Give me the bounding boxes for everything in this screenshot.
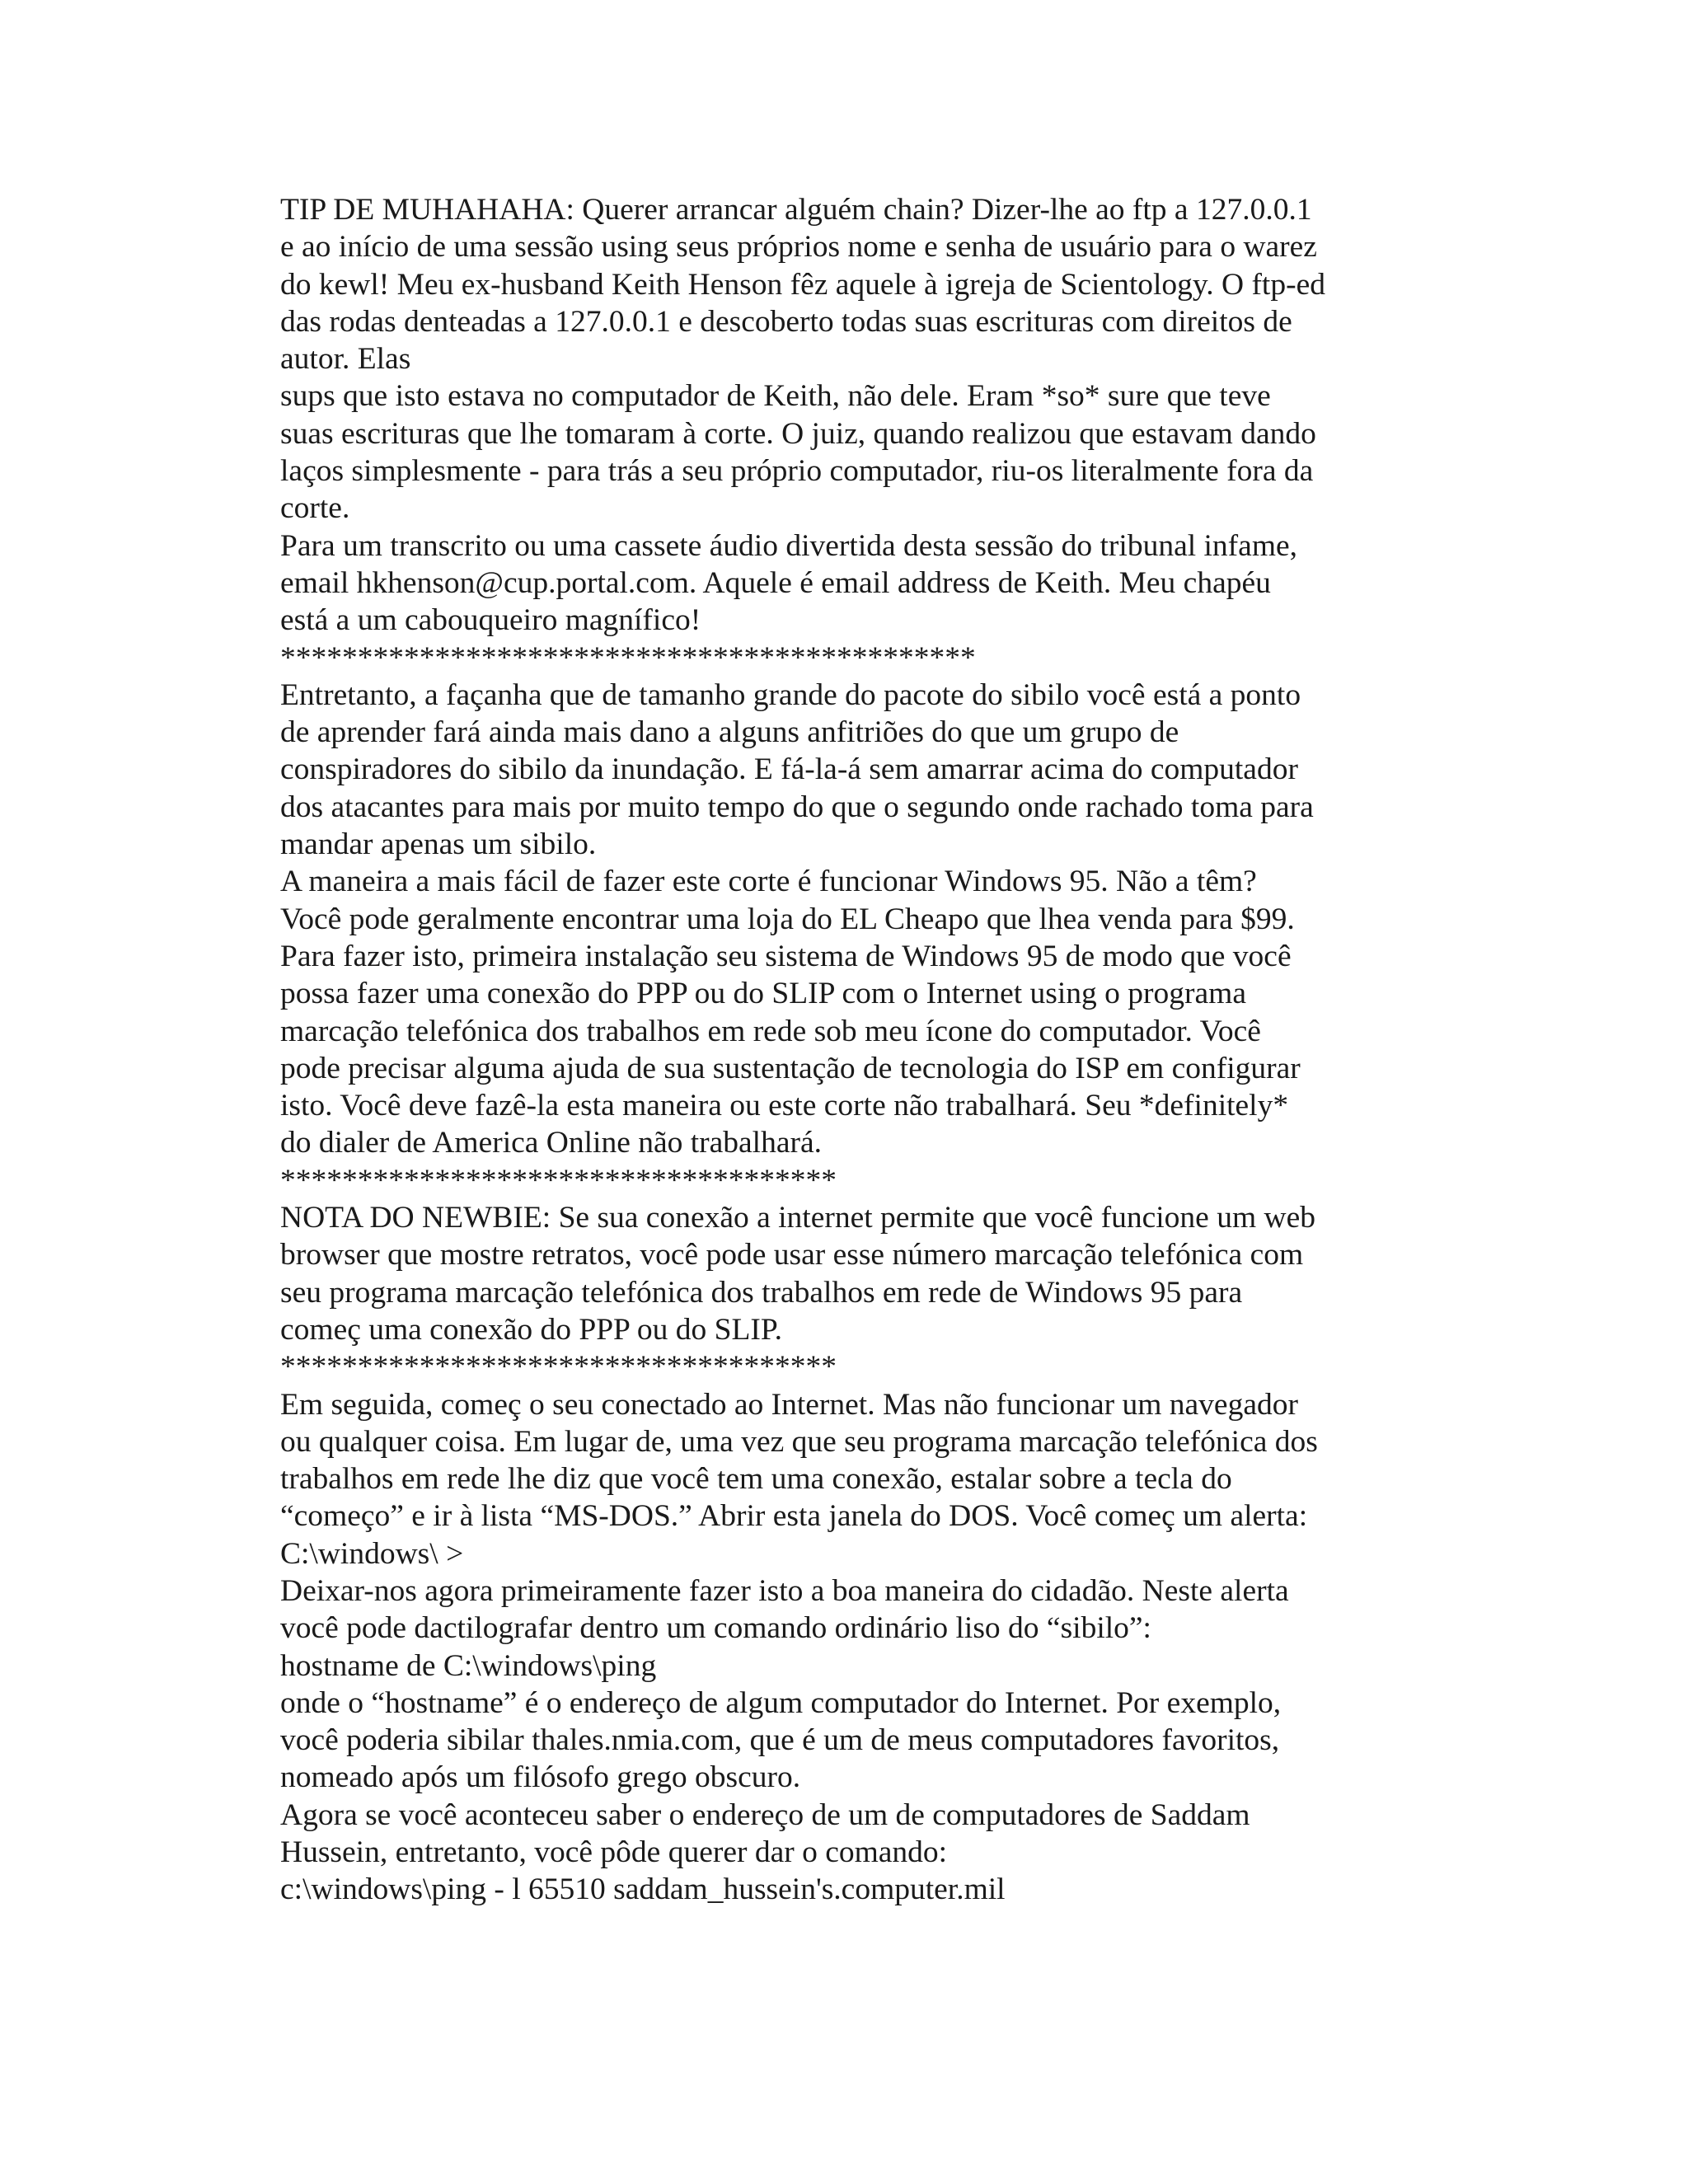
text-line: conspiradores do sibilo da inundação. E fá-la-á sem amarrar acima do computador <box>280 752 1298 787</box>
text-line: Você pode geralmente encontrar uma loja do EL Cheapo que lhea venda para $99. <box>280 902 1295 936</box>
text-line: c:\windows\ping - l 65510 saddam_hussein's.computer.mil <box>280 1872 1006 1907</box>
text-line: “começo” e ir à lista “MS-DOS.” Abrir esta janela do DOS. Você começ um alerta: <box>280 1499 1308 1534</box>
text-line: ************************************ <box>280 1163 837 1197</box>
text-line: Em seguida, começ o seu conectado ao Internet. Mas não funcionar um navegador <box>280 1387 1298 1422</box>
text-line: possa fazer uma conexão do PPP ou do SLIP com o Internet using o programa <box>280 977 1246 1011</box>
text-line: autor. Elas <box>280 342 411 377</box>
text-line: ********************************************* <box>280 640 976 675</box>
text-line: sups que isto estava no computador de Keith, não dele. Eram *so* sure que teve <box>280 379 1271 414</box>
text-line: Deixar-nos agora primeiramente fazer isto a boa maneira do cidadão. Neste alerta <box>280 1573 1289 1608</box>
text-line: hostname de C:\windows\ping <box>280 1648 657 1683</box>
document-body <box>280 191 1434 1909</box>
text-line: nomeado após um filósofo grego obscuro. <box>280 1760 801 1795</box>
text-line: corte. <box>280 491 350 526</box>
text-line: isto. Você deve fazê-la esta maneira ou este corte não trabalhará. Seu *definitely* <box>280 1089 1289 1123</box>
text-line: mandar apenas um sibilo. <box>280 827 597 862</box>
text-line: Agora se você aconteceu saber o endereço de um de computadores de Saddam <box>280 1797 1250 1832</box>
text-line: das rodas denteadas a 127.0.0.1 e descoberto todas suas escrituras com direitos de <box>280 304 1292 339</box>
text-line: TIP DE MUHAHAHA: Querer arrancar alguém chain? Dizer-lhe ao ftp a 127.0.0.1 <box>280 193 1312 227</box>
text-line: você pode dactilografar dentro um comando ordinário liso do “sibilo”: <box>280 1611 1151 1646</box>
text-line: NOTA DO NEWBIE: Se sua conexão a internet permite que você funcione um web <box>280 1201 1315 1235</box>
text-line: A maneira a mais fácil de fazer este corte é funcionar Windows 95. Não a têm? <box>280 865 1257 899</box>
text-line: começ uma conexão do PPP ou do SLIP. <box>280 1312 782 1347</box>
text-line: Para fazer isto, primeira instalação seu sistema de Windows 95 de modo que você <box>280 939 1292 973</box>
text-line: browser que mostre retratos, você pode usar esse número marcação telefónica com <box>280 1238 1304 1272</box>
text-line: email hkhenson@cup.portal.com. Aquele é email address de Keith. Meu chapéu <box>280 565 1271 600</box>
text-line: do dialer de America Online não trabalhará. <box>280 1126 823 1160</box>
text-line: onde o “hostname” é o endereço de algum computador do Internet. Por exemplo, <box>280 1685 1282 1720</box>
text-line: está a um cabouqueiro magnífico! <box>280 603 701 638</box>
text-line: Para um transcrito ou uma cassete áudio divertida desta sessão do tribunal infame, <box>280 528 1298 563</box>
text-line: trabalhos em rede lhe diz que você tem uma conexão, estalar sobre a tecla do <box>280 1462 1232 1497</box>
text-line: seu programa marcação telefónica dos trabalhos em rede de Windows 95 para <box>280 1275 1243 1310</box>
text-line: você poderia sibilar thales.nmia.com, que é um de meus computadores favoritos, <box>280 1723 1280 1758</box>
text-line: pode precisar alguma ajuda de sua sustentação de tecnologia do ISP em configurar <box>280 1051 1301 1085</box>
text-line: ************************************ <box>280 1350 837 1385</box>
text-line: suas escrituras que lhe tomaram à corte. O juiz, quando realizou que estavam dando <box>280 416 1316 451</box>
text-line: Hussein, entretanto, você pôde querer dar o comando: <box>280 1835 948 1870</box>
text-line: dos atacantes para mais por muito tempo do que o segundo onde rachado toma para <box>280 790 1314 824</box>
text-line: do kewl! Meu ex-husband Keith Henson fêz aquele à igreja de Scientology. O ftp-ed <box>280 267 1325 302</box>
text-line: Entretanto, a façanha que de tamanho grande do pacote do sibilo você está a ponto <box>280 677 1301 712</box>
text-line: de aprender fará ainda mais dano a alguns anfitriões do que um grupo de <box>280 715 1179 750</box>
text-line: laços simplesmente - para trás a seu próprio computador, riu-os literalmente fora da <box>280 454 1314 489</box>
text-line: e ao início de uma sessão using seus próprios nome e senha de usuário para o warez <box>280 230 1317 265</box>
text-line: C:\windows\ > <box>280 1536 464 1571</box>
text-line: ou qualquer coisa. Em lugar de, uma vez que seu programa marcação telefónica dos <box>280 1424 1318 1459</box>
text-line: marcação telefónica dos trabalhos em rede sob meu ícone do computador. Você <box>280 1014 1261 1048</box>
